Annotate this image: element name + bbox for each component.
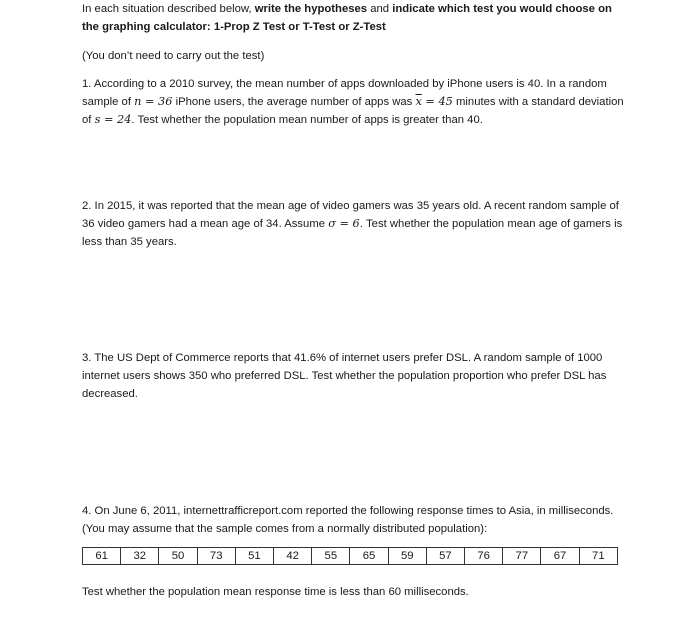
response-time-cell: 76 (465, 548, 503, 565)
sigma-value: = 6 (335, 217, 360, 230)
response-time-cell: 73 (197, 548, 235, 565)
question-1-text-c: minutes with a standard deviation of (82, 96, 624, 126)
question-2-text-b: . Test whether the population mean age of gamers is less than 35 years. (82, 218, 623, 248)
response-times-table (82, 547, 618, 565)
instructions-note: (You don’t need to carry out the test) (82, 50, 265, 62)
response-time-cell: 42 (274, 548, 312, 565)
response-time-cell: 65 (350, 548, 388, 565)
response-times-row (83, 548, 618, 565)
question-1-text-a: 1. According to a 2010 survey, the mean number of apps downloaded by iPhone users is 40. In a random sample of (82, 78, 607, 108)
response-time-cell: 59 (388, 548, 426, 565)
response-time-cell: 77 (503, 548, 541, 565)
question-1 (82, 75, 627, 129)
question-2 (82, 197, 627, 251)
question-2-text-a: 2. In 2015, it was reported that the mean age of video gamers was 35 years old. A recent random sample of 36 video gamers had a mean age of 34. Assume (82, 200, 619, 230)
question-4: 4. On June 6, 2011, internettrafficreport.com reported the following response times to Asia, in milliseconds. (You may assume that the sample comes from a normally distributed population): (82, 505, 614, 535)
question-1-text-d: . Test whether the population mean number of apps is greater than 40. (131, 114, 483, 126)
response-time-cell: 71 (579, 548, 617, 565)
instructions-text-2: and (367, 3, 393, 15)
instructions-bold-hypotheses: write the hypotheses (254, 3, 368, 15)
s-symbol: s (94, 113, 101, 126)
response-time-cell: 51 (235, 548, 273, 565)
xbar-symbol: $\overline{x}$ (415, 95, 422, 108)
s-value: = 24 (100, 113, 132, 126)
n-value: = 36 (141, 95, 173, 108)
response-time-cell: 55 (312, 548, 350, 565)
question-4-closing: Test whether the population mean response time is less than 60 milliseconds. (82, 586, 469, 598)
question-3: 3. The US Dept of Commerce reports that 41.6% of internet users prefer DSL. A random sample of 1000 internet users shows 350 who preferred DSL. Test whether the population proportion who prefer DSL has decreased. (82, 352, 607, 400)
instructions-text-1: In each situation described below, (82, 3, 255, 15)
response-time-cell: 50 (159, 548, 197, 565)
response-time-cell: 32 (121, 548, 159, 565)
sigma-symbol: σ (328, 217, 336, 230)
response-time-cell: 61 (83, 548, 121, 565)
n-symbol: n (134, 95, 142, 108)
response-time-cell: 67 (541, 548, 579, 565)
instructions (82, 0, 627, 36)
response-time-cell: 57 (426, 548, 464, 565)
xbar-value: = 45 (421, 95, 453, 108)
instructions-bold-tests: 1-Prop Z Test or T-Test or Z-Test (213, 21, 386, 33)
question-1-text-b: iPhone users, the average number of apps was (172, 96, 416, 108)
instructions-bold-indicate: indicate which test you would choose on the graphing calculator: (82, 3, 612, 33)
